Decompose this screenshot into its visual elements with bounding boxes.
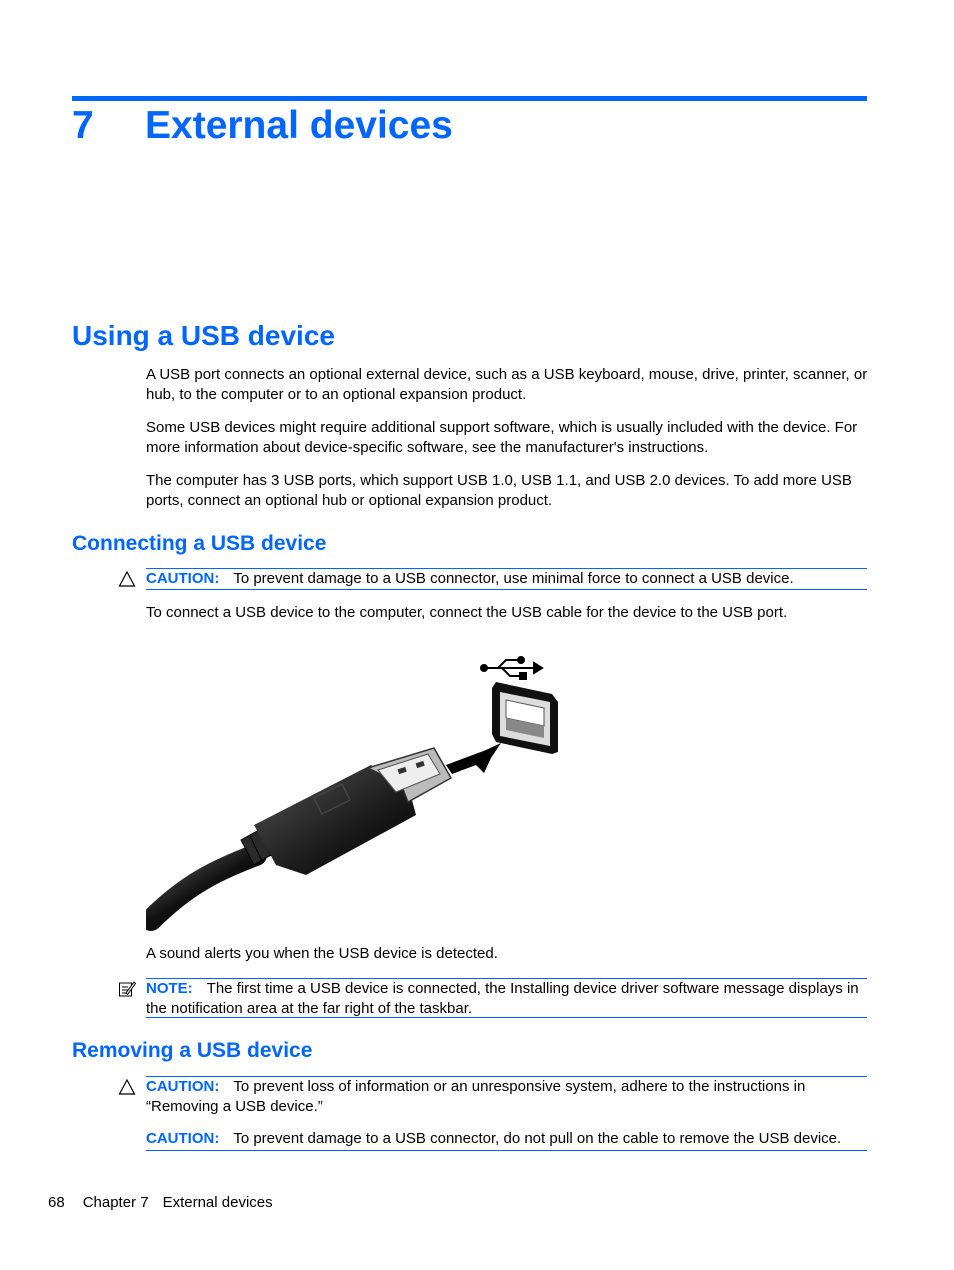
caution-triangle-icon [118, 570, 136, 588]
paragraph-support-software: Some USB devices might require additional support software, which is usually included with the device. For more information about device-specific software, see the manufacturer's instructions. [146, 419, 858, 456]
usb-port [492, 682, 558, 754]
paragraph-usb-port: A USB port connects an optional external device, such as a USB keyboard, mouse, drive, printer, scanner, or hub, to the computer or to an optional expansion product. [146, 366, 868, 403]
chapter-title [72, 100, 453, 152]
usb-symbol-icon [481, 657, 542, 679]
caution-triangle-icon [118, 1078, 136, 1096]
footer-title: External devices [162, 1194, 273, 1211]
usb-connector-illustration [146, 650, 566, 935]
footer-chapter: Chapter 7 [82, 1194, 149, 1211]
caution-text: To prevent damage to a USB connector, do not pull on the cable to remove the USB device. [233, 1130, 842, 1147]
paragraph-usb-ports: The computer has 3 USB ports, which support USB 1.0, USB 1.1, and USB 2.0 devices. To add more USB ports, connect an optional hub or optional expansion product. [146, 472, 852, 509]
caution-remove-1 [146, 1076, 867, 1116]
section-title: Using a USB device [72, 320, 335, 351]
paragraph-sound-alert: A sound alerts you when the USB device is detected. [146, 945, 498, 962]
caution-label: CAUTION: [146, 1130, 220, 1147]
caution-connect [146, 568, 867, 590]
page-number: 68 [48, 1194, 65, 1211]
page-footer [48, 1193, 291, 1213]
caution-remove-2 [146, 1129, 867, 1151]
chapter-title-text: External devices [145, 104, 453, 147]
caution-label: CAUTION: [146, 570, 220, 587]
caution-text: To prevent loss of information or an unresponsive system, adhere to the instructions in “Removing a USB device.” [146, 1078, 806, 1115]
note-text: The first time a USB device is connected, the Installing device driver software message displays in the notification area at the far right of the taskbar. [146, 980, 859, 1017]
paragraph-connect-instruction: To connect a USB device to the computer, connect the USB cable for the device to the USB port. [146, 604, 788, 621]
caution-text: To prevent damage to a USB connector, use minimal force to connect a USB device. [233, 570, 794, 587]
chapter-number: 7 [72, 104, 94, 147]
removing-title: Removing a USB device [72, 1039, 313, 1062]
connecting-title: Connecting a USB device [72, 532, 327, 555]
caution-label: CAUTION: [146, 1078, 220, 1095]
note-pencil-icon [118, 980, 136, 998]
note-driver [146, 978, 867, 1018]
note-label: NOTE: [146, 980, 193, 997]
insert-arrow [446, 743, 501, 774]
usb-cable [151, 855, 256, 920]
